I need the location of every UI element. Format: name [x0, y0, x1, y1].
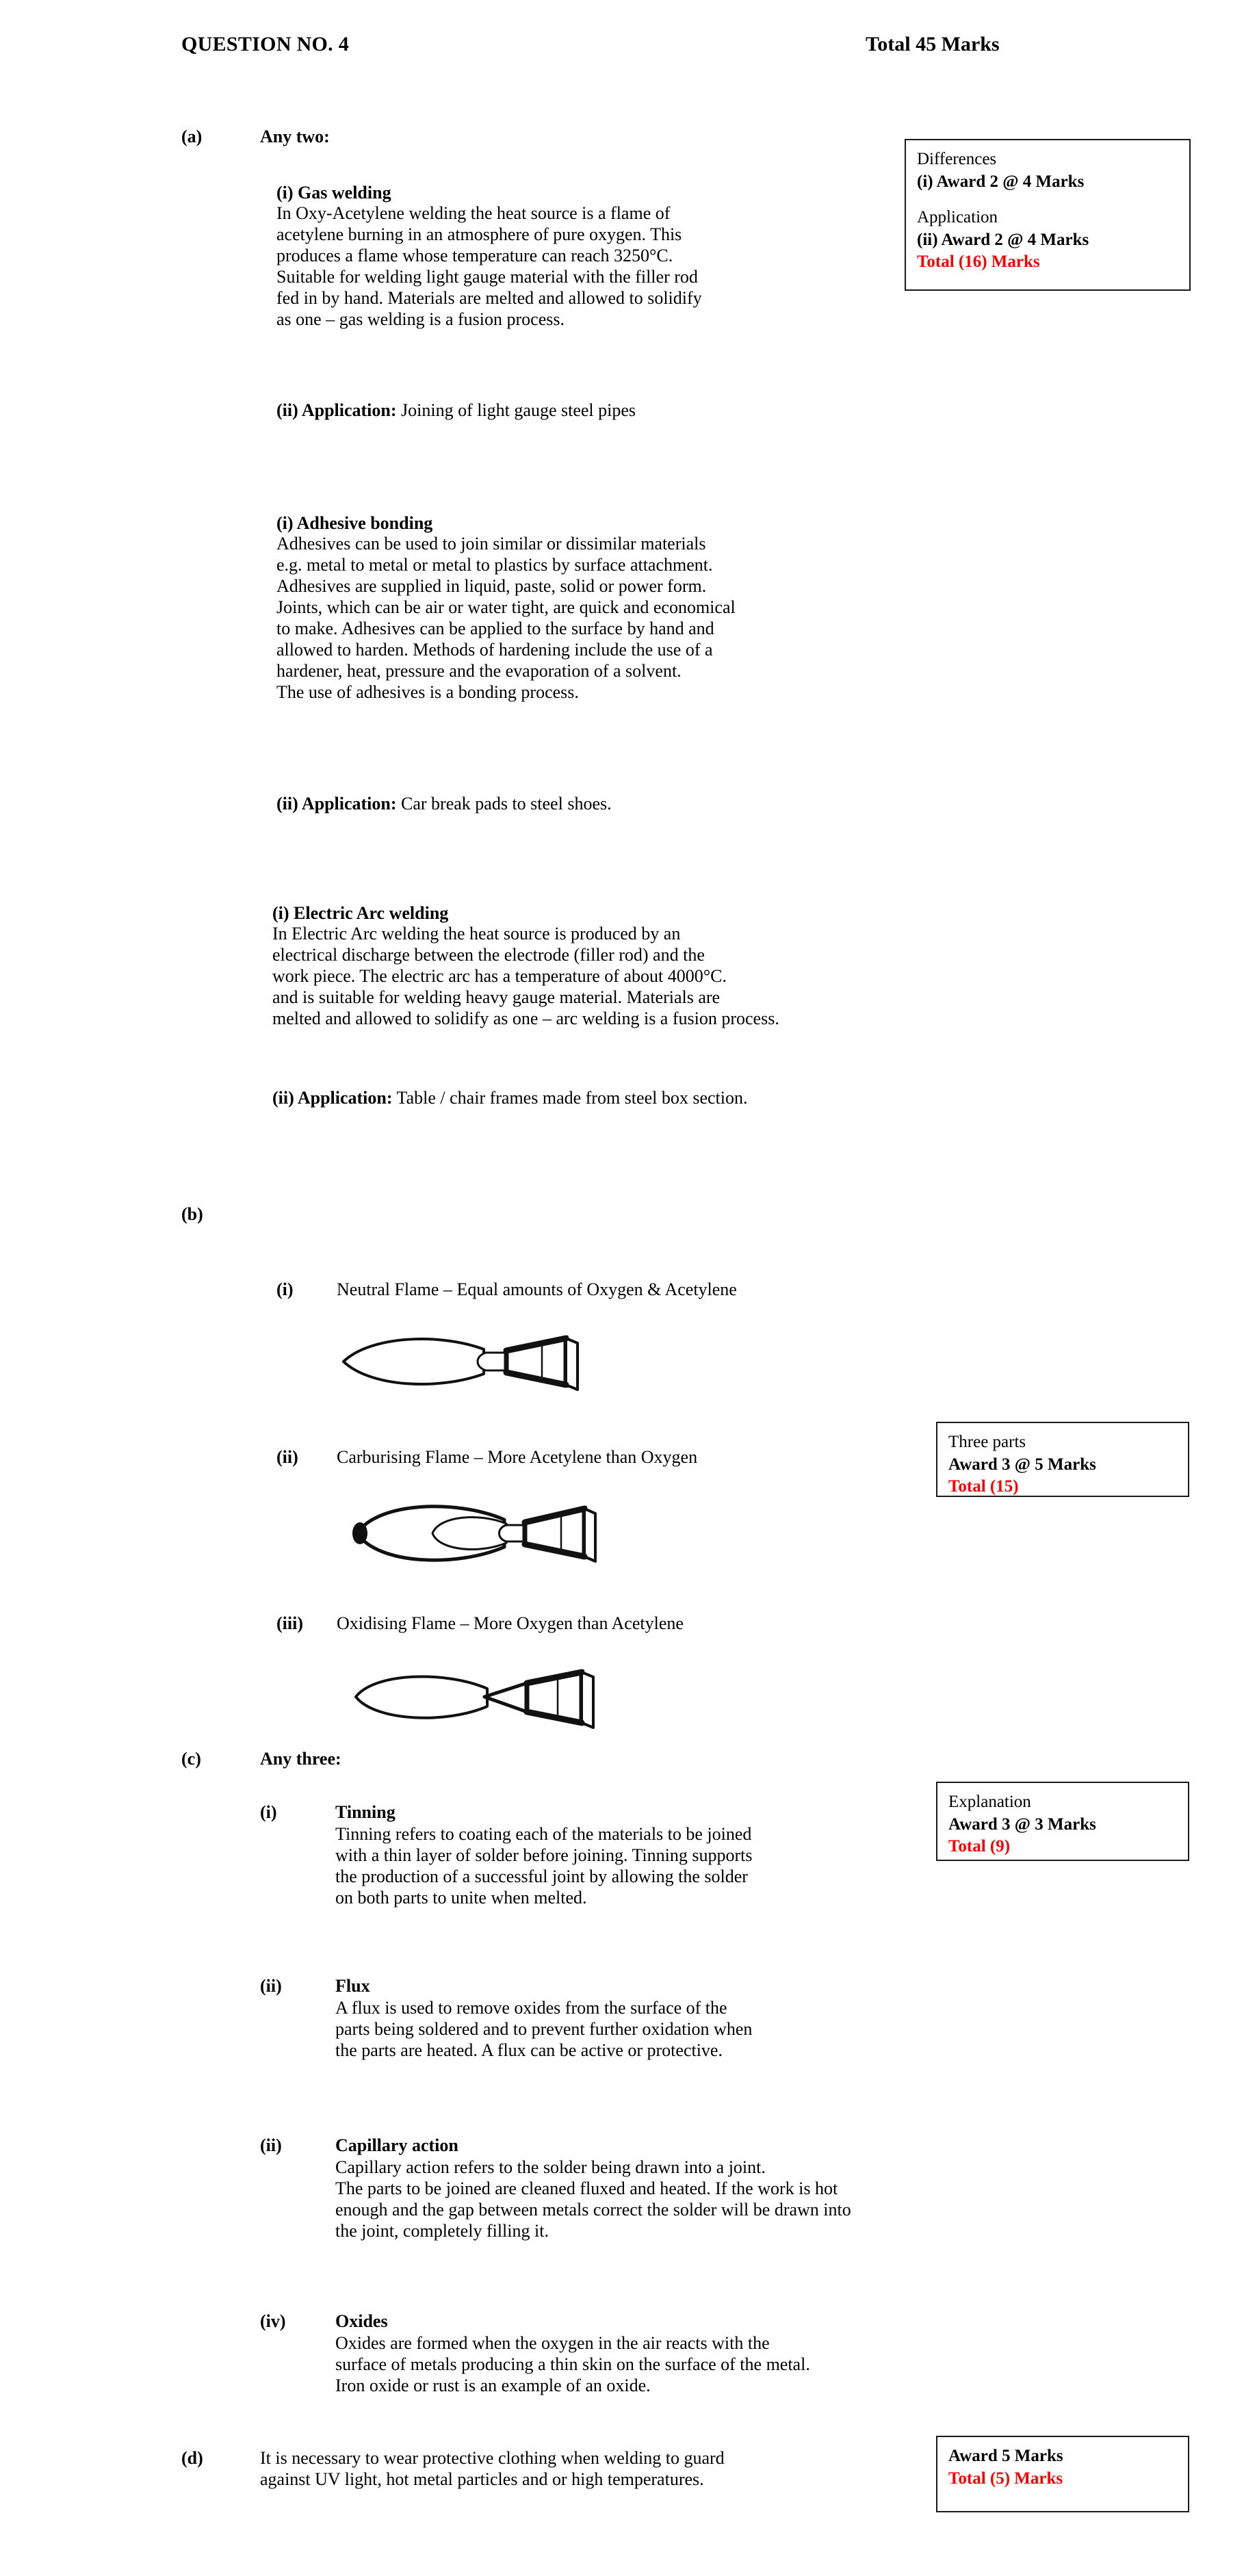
item-capillary-action-title: Capillary action [335, 2135, 458, 2155]
page-title: QUESTION NO. 4 [181, 33, 350, 55]
marks-box-a-total: Total (16) Marks [917, 252, 1040, 271]
marks-box-c-line2: Award 3 @ 3 Marks [948, 1814, 1096, 1834]
flame-item-1-label: Neutral Flame – Equal amounts of Oxygen & Acetylene [337, 1279, 737, 1299]
part-a-letter: (a) [181, 127, 203, 146]
body-line: In Electric Arc welding the heat source is produced by an [272, 924, 681, 944]
marks-box-c-total: Total (9) [948, 1837, 1011, 1856]
body-line: Tinning refers to coating each of the materials to be joined [335, 1824, 752, 1844]
body-line: e.g. metal to metal or metal to plastics by surface attachment. [276, 554, 713, 575]
item-adhesive-bonding-body [276, 534, 947, 703]
part-c-letter: (c) [181, 1749, 201, 1769]
marks-box-d-total: Total (5) Marks [948, 2469, 1063, 2488]
body-line: Iron oxide or rust is an example of an oxide. [335, 2375, 651, 2395]
item-electric-arc-welding-body [272, 924, 977, 1030]
application-text: Car break pads to steel shoes. [401, 794, 612, 814]
flame-item-1-number: (i) [276, 1279, 294, 1299]
item-flux-number: (ii) [260, 1976, 282, 1996]
flame-item-2-label: Carburising Flame – More Acetylene than Oxygen [337, 1447, 698, 1467]
marks-box-b-total: Total (15) [948, 1477, 1019, 1496]
body-line: Joints, which can be air or water tight, are quick and economical [276, 597, 736, 617]
item-flux-body [335, 1998, 916, 2061]
part-c-instruction: Any three: [260, 1749, 341, 1769]
body-line: The parts to be joined are cleaned fluxed and heated. If the work is hot [335, 2178, 838, 2198]
item-gas-welding-heading: (i) Gas welding [276, 183, 391, 203]
body-line: Capillary action refers to the solder being drawn into a joint. [335, 2157, 766, 2177]
body-line: the parts are heated. A flux can be active or protective. [335, 2040, 723, 2060]
part-a-instruction: Any two: [260, 127, 330, 146]
item-electric-arc-welding-heading: (i) Electric Arc welding [272, 903, 449, 923]
body-line: fed in by hand. Materials are melted and allowed to solidify [276, 287, 702, 308]
marks-box-a-spacer [917, 193, 1178, 207]
item-oxides-title: Oxides [335, 2311, 388, 2331]
body-line: Adhesives are supplied in liquid, paste, solid or power form. [276, 575, 707, 596]
body-line: melted and allowed to solidify as one – arc welding is a fusion process. [272, 1008, 779, 1028]
marks-box-part-d [936, 2436, 1189, 2512]
part-b-letter: (b) [181, 1204, 203, 1224]
body-line: work piece. The electric arc has a temperature of about 4000°C. [272, 965, 727, 986]
item-adhesive-bonding-heading: (i) Adhesive bonding [276, 513, 433, 533]
body-line: allowed to harden. Methods of hardening include the use of a [276, 639, 713, 660]
application-label: (ii) Application: [276, 794, 397, 814]
flame-item-3-number: (iii) [276, 1613, 303, 1633]
marks-box-a-line1: Differences [917, 150, 997, 168]
marks-box-part-c [936, 1782, 1189, 1861]
body-line: Adhesives can be used to join similar or dissimilar materials [276, 534, 706, 554]
body-line: against UV light, hot metal particles and or high temperatures. [260, 2469, 704, 2489]
item-oxides-body [335, 2333, 1020, 2397]
flame-item-3-label: Oxidising Flame – More Oxygen than Acetylene [337, 1613, 684, 1633]
body-line: The use of adhesives is a bonding process. [276, 681, 579, 702]
carburising-flame-diagram [350, 1488, 610, 1577]
body-line: surface of metals producing a thin skin on the surface of the metal. [335, 2354, 810, 2374]
body-line: as one – gas welding is a fusion process. [276, 309, 565, 329]
part-d-letter: (d) [181, 2448, 203, 2468]
item-tinning-title: Tinning [335, 1802, 396, 1822]
marks-box-part-b [936, 1422, 1189, 1497]
body-line: enough and the gap between metals correct the solder will be drawn into [335, 2199, 851, 2220]
application-label: (ii) Application: [272, 1088, 393, 1108]
marks-box-part-a [905, 139, 1191, 291]
part-d-body [260, 2448, 944, 2490]
body-line: the production of a successful joint by allowing the solder [335, 1866, 748, 1886]
body-line: A flux is used to remove oxides from the surface of the [335, 1998, 727, 2018]
item-capillary-action-number: (ii) [260, 2135, 282, 2155]
body-line: and is suitable for welding heavy gauge material. Materials are [272, 987, 721, 1007]
total-marks-heading: Total 45 Marks [866, 33, 1000, 55]
application-text: Joining of light gauge steel pipes [401, 400, 636, 420]
marks-box-a-line2: (i) Award 2 @ 4 Marks [917, 172, 1085, 191]
body-line: Suitable for welding light gauge material with the filler rod [276, 266, 698, 287]
body-line: produces a flame whose temperature can reach 3250°C. [276, 245, 673, 265]
body-line: Oxides are formed when the oxygen in the air reacts with the [335, 2333, 770, 2353]
item-gas-welding-application [276, 400, 906, 421]
marks-box-a-line3: Application [917, 208, 998, 226]
marks-box-c-line1: Explanation [948, 1793, 1031, 1811]
marks-box-b-line1: Three parts [948, 1433, 1026, 1451]
body-line: In Oxy-Acetylene welding the heat source is a flame of [276, 203, 671, 223]
item-gas-welding-body [276, 203, 906, 330]
flame-item-2-number: (ii) [276, 1447, 298, 1467]
body-line: acetylene burning in an atmosphere of pure oxygen. This [276, 224, 682, 244]
body-line: with a thin layer of solder before joining. Tinning supports [335, 1845, 753, 1865]
marks-box-d-line1: Award 5 Marks [948, 2447, 1063, 2465]
item-tinning-body [335, 1824, 910, 1909]
marks-box-b-line2: Award 3 @ 5 Marks [948, 1455, 1096, 1474]
item-tinning-number: (i) [260, 1802, 277, 1822]
body-line: to make. Adhesives can be applied to the surface by hand and [276, 618, 714, 638]
body-line: on both parts to unite when melted. [335, 1887, 587, 1908]
body-line: hardener, heat, pressure and the evaporation of a solvent. [276, 660, 682, 681]
body-line: parts being soldered and to prevent further oxidation when [335, 2018, 753, 2039]
item-flux-title: Flux [335, 1976, 370, 1996]
application-text: Table / chair frames made from steel box section. [396, 1088, 748, 1108]
neutral-flame-diagram [337, 1320, 597, 1403]
body-line: electrical discharge between the electrode (filler rod) and the [272, 944, 705, 965]
oxidising-flame-diagram [350, 1656, 610, 1738]
item-oxides-number: (iv) [260, 2311, 286, 2331]
page-header [181, 33, 1071, 56]
body-line: the joint, completely filling it. [335, 2220, 549, 2241]
marks-box-a-line4: (ii) Award 2 @ 4 Marks [917, 230, 1089, 249]
item-electric-arc-welding-application [272, 1088, 991, 1109]
item-capillary-action-body [335, 2157, 1061, 2242]
body-line: It is necessary to wear protective clothing when welding to guard [260, 2448, 725, 2468]
application-label: (ii) Application: [276, 400, 397, 420]
item-adhesive-bonding-application [276, 794, 947, 815]
